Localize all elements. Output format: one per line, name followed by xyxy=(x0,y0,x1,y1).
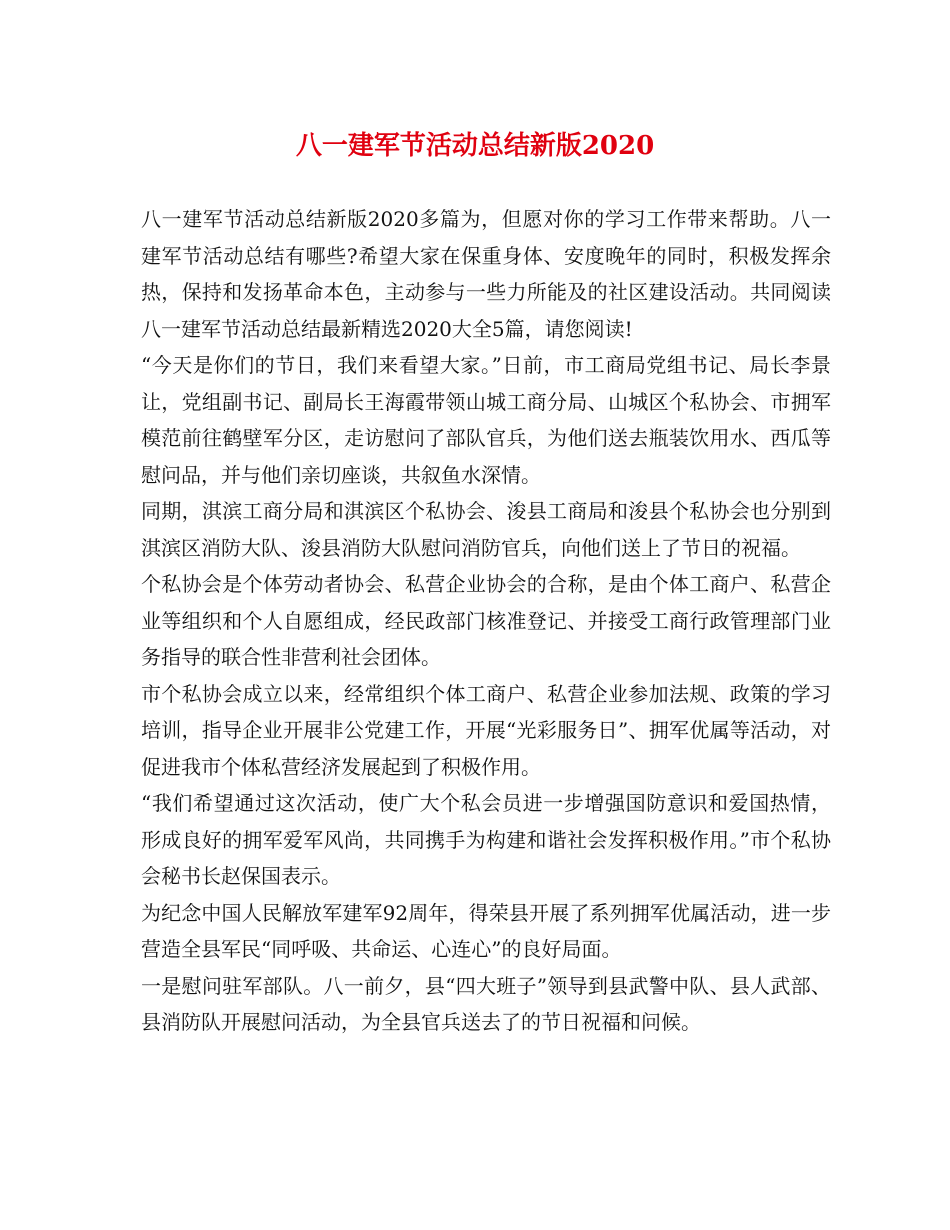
paragraph-quote: “我们希望通过这次活动，使广大个私会员进一步增强国防意识和爱国热情，形成良好的拥军爱军风尚，共同携手为构建和谐社会发挥积极作用。”市个私协会秘书长赵保国表示。 xyxy=(141,791,831,888)
paragraph-anniversary: 为纪念中国人民解放军建军92周年，得荣县开展了系列拥军优属活动，进一步营造全县军民“同呼吸、共命运、心连心”的良好局面。 xyxy=(141,900,831,961)
paragraph-fire-brigade-visit: 同期，淇滨工商分局和淇滨区个私协会、浚县工商局和浚县个私协会也分别到淇滨区消防大队、浚县消防大队慰问消防官兵，向他们送上了节日的祝福。 xyxy=(141,499,831,560)
paragraph-troop-visit: 一是慰问驻军部队。八一前夕，县“四大班子”领导到县武警中队、县人武部、县消防队开展慰问活动，为全县官兵送去了的节日祝福和问候。 xyxy=(141,973,831,1034)
paragraph-intro: 八一建军节活动总结新版2020多篇为，但愿对你的学习工作带来帮助。八一建军节活动总结有哪些?希望大家在保重身体、安度晚年的同时，积极发挥余热，保持和发扬革命本色，主动参与一些力所能及的社区建设活动。共同阅读八一建军节活动总结最新精选2020大全5篇，请您阅读! xyxy=(141,207,831,341)
paragraph-visit-military: “今天是你们的节日，我们来看望大家。”日前，市工商局党组书记、局长李景让，党组副书记、副局长王海霞带领山城工商分局、山城区个私协会、市拥军模范前往鹤壁军分区，走访慰问了部队官兵，为他们送去瓶装饮用水、西瓜等慰问品，并与他们亲切座谈，共叙鱼水深情。 xyxy=(141,353,831,487)
paragraph-association-activities: 市个私协会成立以来，经常组织个体工商户、私营企业参加法规、政策的学习培训，指导企业开展非公党建工作，开展“光彩服务日”、拥军优属等活动，对促进我市个体私营经济发展起到了积极作用。 xyxy=(141,681,831,779)
document-body xyxy=(141,201,831,1041)
paragraph-association-definition: 个私协会是个体劳动者协会、私营企业协会的合称，是由个体工商户、私营企业等组织和个人自愿组成，经民政部门核准登记、并接受工商行政管理部门业务指导的联合性非营利社会团体。 xyxy=(141,572,831,669)
document-title: 八一建军节活动总结新版2020 xyxy=(295,131,655,161)
